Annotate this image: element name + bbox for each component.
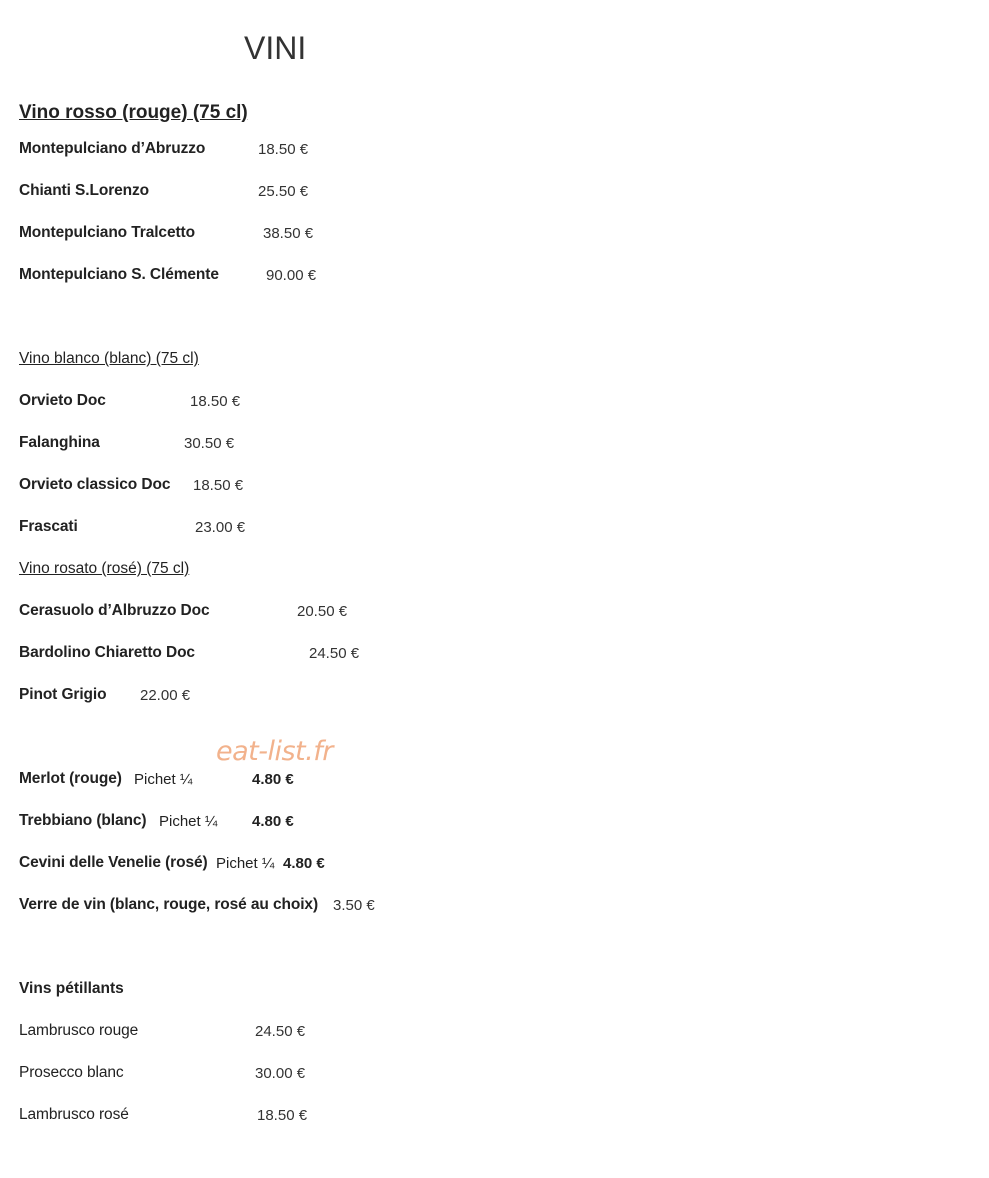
wine-price: 3.50 € xyxy=(333,897,375,914)
wine-name: Orvieto classico Doc xyxy=(19,476,171,493)
watermark-text: eat-list.fr xyxy=(216,736,333,767)
wine-price: 23.00 € xyxy=(195,519,246,536)
wine-name: Chianti S.Lorenzo xyxy=(19,182,150,199)
wine-name: Orvieto Doc xyxy=(19,392,106,409)
wine-price: 4.80 € xyxy=(283,855,325,872)
wine-price: 4.80 € xyxy=(252,771,294,788)
wine-price: 4.80 € xyxy=(252,813,294,830)
wine-name: Cevini delle Venelie (rosé) xyxy=(19,854,208,871)
pichet-size: Pichet ¼ xyxy=(134,771,193,788)
wine-name: Frascati xyxy=(19,518,78,535)
pichet-size: Pichet ¼ xyxy=(159,813,218,830)
section-heading-sparkling: Vins pétillants xyxy=(19,980,124,997)
wine-price: 18.50 € xyxy=(190,393,241,410)
wine-name: Montepulciano Tralcetto xyxy=(19,224,195,241)
wine-name: Lambrusco rosé xyxy=(19,1106,129,1123)
section-heading-red: Vino rosso (rouge) (75 cl) xyxy=(19,102,248,123)
page-title: VINI xyxy=(244,30,307,66)
wine-name: Merlot (rouge) xyxy=(19,770,122,787)
wine-price: 18.50 € xyxy=(193,477,244,494)
wine-name: Verre de vin (blanc, rouge, rosé au choix) xyxy=(19,896,319,913)
wine-price: 18.50 € xyxy=(257,1107,308,1124)
wine-name: Montepulciano S. Clémente xyxy=(19,266,219,283)
wine-price: 24.50 € xyxy=(255,1023,306,1040)
wine-price: 20.50 € xyxy=(297,603,348,620)
wine-name: Pinot Grigio xyxy=(19,686,107,703)
wine-name: Cerasuolo d’Albruzzo Doc xyxy=(19,602,210,619)
wine-price: 30.00 € xyxy=(255,1065,306,1082)
wine-name: Prosecco blanc xyxy=(19,1064,124,1081)
wine-name: Lambrusco rouge xyxy=(19,1022,139,1039)
wine-price: 38.50 € xyxy=(263,225,314,242)
wine-price: 22.00 € xyxy=(140,687,191,704)
wine-name: Trebbiano (blanc) xyxy=(19,812,147,829)
wine-name: Falanghina xyxy=(19,434,100,451)
wine-price: 25.50 € xyxy=(258,183,309,200)
wine-price: 18.50 € xyxy=(258,141,309,158)
wine-price: 30.50 € xyxy=(184,435,235,452)
pichet-size: Pichet ¼ xyxy=(216,855,275,872)
section-heading-rose: Vino rosato (rosé) (75 cl) xyxy=(19,560,190,577)
wine-name: Bardolino Chiaretto Doc xyxy=(19,644,195,661)
wine-price: 24.50 € xyxy=(309,645,360,662)
wine-name: Montepulciano d’Abruzzo xyxy=(19,140,206,157)
wine-price: 90.00 € xyxy=(266,267,317,284)
section-heading-white: Vino blanco (blanc) (75 cl) xyxy=(19,350,199,367)
